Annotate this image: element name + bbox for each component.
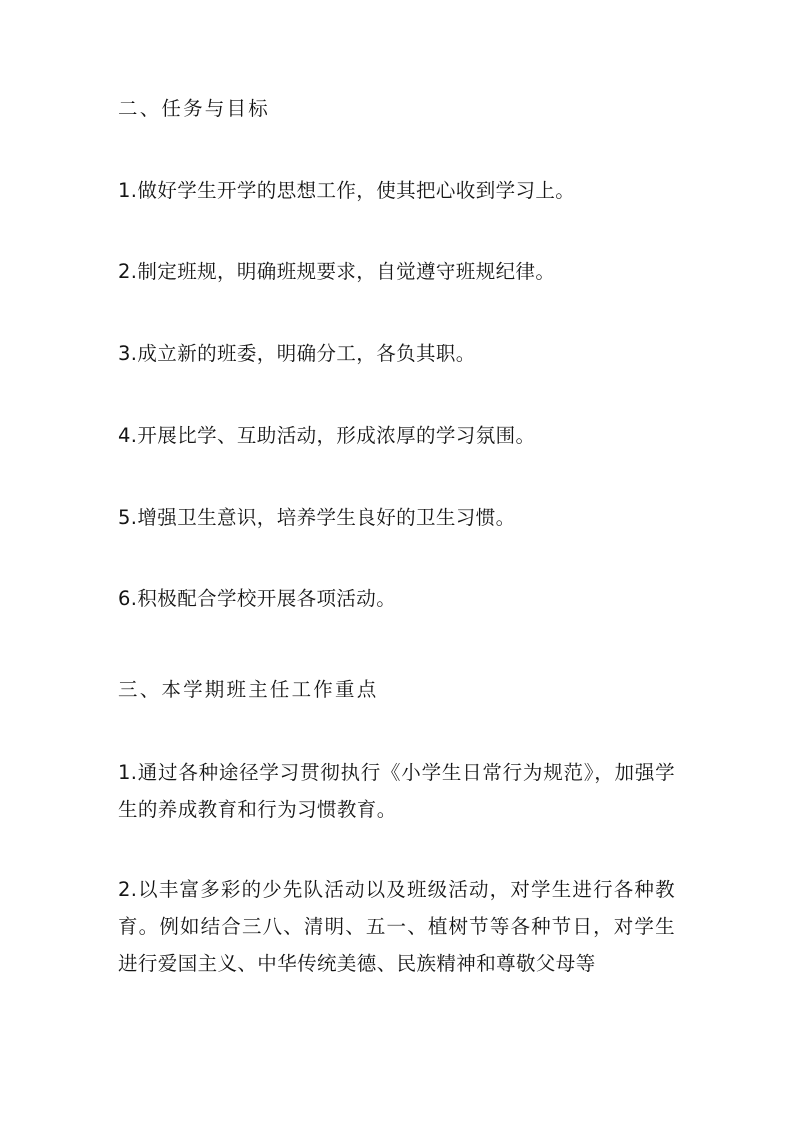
paragraph-focus-1: 1.通过各种途径学习贯彻执行《小学生日常行为规范》，加强学生的养成教育和行为习惯教育。 (118, 760, 675, 822)
paragraph-task-6: 6.积极配合学校开展各项活动。 (118, 587, 397, 611)
section-heading-work-focus: 三、本学期班主任工作重点 (118, 677, 379, 701)
paragraph-focus-2: 2.以丰富多彩的少先队活动以及班级活动，对学生进行各种教育。例如结合三八、清明、五一、植树节等各种节日，对学生进行爱国主义、中华传统美德、民族精神和尊敬父母等 (118, 877, 675, 976)
paragraph-task-5: 5.增强卫生意识，培养学生良好的卫生习惯。 (118, 505, 516, 529)
paragraph-task-3: 3.成立新的班委，明确分工，各负其职。 (118, 342, 476, 366)
paragraph-task-1: 1.做好学生开学的思想工作，使其把心收到学习上。 (118, 178, 576, 202)
paragraph-task-2: 2.制定班规，明确班规要求，自觉遵守班规纪律。 (118, 260, 556, 284)
paragraph-task-4: 4.开展比学、互助活动，形成浓厚的学习氛围。 (118, 423, 536, 447)
section-heading-tasks-and-goals: 二、任务与目标 (118, 97, 270, 120)
document-body (118, 92, 675, 983)
